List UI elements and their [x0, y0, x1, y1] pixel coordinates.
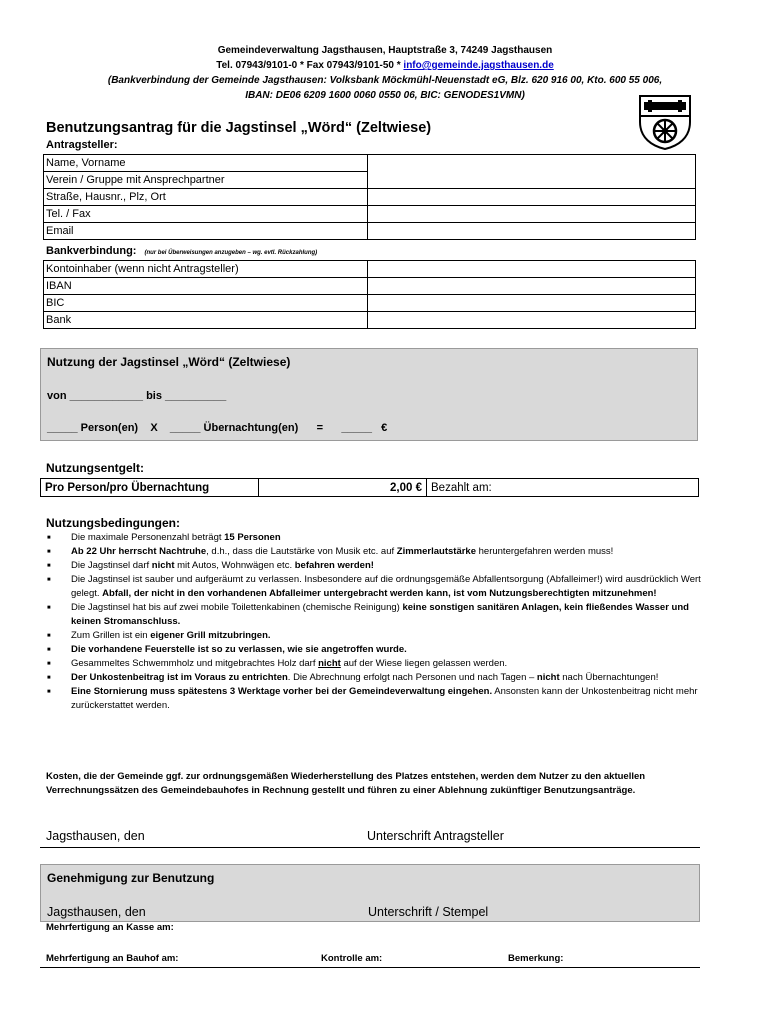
bank-note: (nur bei Überweisungen anzugeben – wg. evtl. Rückzahlung): [144, 250, 318, 256]
form-title: Benutzungsantrag für die Jagstinsel „Wörd“ (Zeltwiese): [46, 120, 432, 136]
applicant-row-name: [44, 155, 696, 172]
address-field[interactable]: [368, 189, 696, 206]
bank-row-holder: [44, 261, 696, 278]
bank-table: [43, 260, 696, 329]
fee-section-label: Nutzungsentgelt:: [46, 461, 144, 475]
bank-section-label: [46, 245, 317, 257]
signature-line: [40, 847, 700, 848]
condition-item: ■ Zum Grillen ist ein eigener Grill mitzubringen.: [46, 629, 706, 643]
group-label: Verein / Gruppe mit Ansprechpartner: [44, 172, 368, 189]
bic-field[interactable]: [368, 295, 696, 312]
header-email-link[interactable]: info@gemeinde.jagsthausen.de: [403, 60, 554, 71]
signature-place-date[interactable]: Jagsthausen, den: [46, 829, 145, 843]
condition-item: ■ Die Jagstinsel hat bis auf zwei mobile Toilettenkabinen (chemische Reinigung) keine sonstigen sanitären Anlagen, kein fließendes Wasser und keinen Stromanschluss.: [46, 601, 706, 629]
header-address: Gemeindeverwaltung Jagsthausen, Hauptstraße 3, 74249 Jagsthausen: [217, 45, 553, 56]
footer-line: [40, 967, 700, 968]
condition-item: ■ Der Unkostenbeitrag ist im Voraus zu entrichten. Die Abrechnung erfolgt nach Personen und nach Tagen – nicht nach Übernachtungen!: [46, 671, 706, 685]
bic-label: BIC: [44, 295, 368, 312]
header-phone-fax: Tel. 07943/9101-0 * Fax 07943/9101-50 *: [216, 60, 404, 71]
bank-row-bic: [44, 295, 696, 312]
name-label: Name, Vorname: [44, 155, 368, 172]
usage-date-range[interactable]: von ____________ bis __________: [47, 390, 227, 402]
check-date[interactable]: Kontrolle am:: [321, 953, 383, 964]
remark[interactable]: Bemerkung:: [508, 953, 564, 964]
conditions-list: [46, 531, 706, 713]
approval-signature-stamp[interactable]: Unterschrift / Stempel: [368, 905, 489, 919]
copy-to-depot[interactable]: Mehrfertigung an Bauhof am:: [46, 953, 179, 964]
applicant-section-label: Antragsteller:: [46, 139, 118, 151]
condition-item: ■ Eine Stornierung muss spätestens 3 Werktage vorher bei der Gemeindeverwaltung eingehen. Ansonsten kann der Unkostenbeitrag nicht mehr zurückerstattet werden.: [46, 685, 706, 713]
applicant-row-email: [44, 223, 696, 240]
condition-item: ■ Die Jagstinsel darf nicht mit Autos, Wohnwägen etc. befahren werden!: [46, 559, 706, 573]
municipal-crest-logo: [636, 92, 694, 150]
email-label: Email: [44, 223, 368, 240]
fee-row: [41, 479, 699, 497]
condition-item: ■ Gesammeltes Schwemmholz und mitgebrachtes Holz darf nicht auf der Wiese liegen gelassen werden.: [46, 657, 706, 671]
header-bank-line1: (Bankverbindung der Gemeinde Jagsthausen: Volksbank Möckmühl-Neuenstadt eG, Blz. 620 916 00, Kto. 600 55 006,: [107, 75, 663, 86]
copy-to-cashier[interactable]: Mehrfertigung an Kasse am:: [46, 922, 174, 933]
iban-label: IBAN: [44, 278, 368, 295]
phone-fax-field[interactable]: [368, 206, 696, 223]
bank-label: Bankverbindung:: [46, 245, 137, 257]
email-field[interactable]: [368, 223, 696, 240]
usage-title: Nutzung der Jagstinsel „Wörd“ (Zeltwiese): [47, 355, 291, 369]
applicant-row-phone: [44, 206, 696, 223]
fee-paid-field[interactable]: Bezahlt am:: [427, 479, 699, 497]
approval-box: [40, 864, 700, 922]
header-contact: [40, 59, 730, 72]
usage-calculation[interactable]: _____ Person(en) X _____ Übernachtung(en) = _____ €: [47, 422, 388, 434]
bank-row-bank: [44, 312, 696, 329]
fee-row-label: Pro Person/pro Übernachtung: [41, 479, 259, 497]
costs-paragraph: Kosten, die der Gemeinde ggf. zur ordnungsgemäßen Wiederherstellung des Platzes entstehen, werden dem Nutzer zu den aktuellen Verrechnungssätzen des Gemeindebauhofes in Rechnung gestellt und führen zu einer Ablehnung zukünftiger Benutzungsanträge.: [46, 771, 646, 796]
account-holder-label: Kontoinhaber (wenn nicht Antragsteller): [44, 261, 368, 278]
condition-item: ■ Die vorhandene Feuerstelle ist so zu verlassen, wie sie angetroffen wurde.: [46, 643, 706, 657]
name-field[interactable]: [368, 155, 696, 189]
signature-row: [46, 829, 700, 843]
conditions-title: Nutzungsbedingungen:: [46, 516, 180, 530]
condition-item: ■ Die maximale Personenzahl beträgt 15 Personen: [46, 531, 706, 545]
account-holder-field[interactable]: [368, 261, 696, 278]
header-bank-line2: IBAN: DE06 6209 1600 0060 0550 06, BIC: GENODES1VMN): [245, 90, 525, 101]
applicant-row-address: [44, 189, 696, 206]
condition-item: ■ Ab 22 Uhr herrscht Nachtruhe, d.h., dass die Lautstärke von Musik etc. auf Zimmerlautstärke heruntergefahren werden muss!: [46, 545, 706, 559]
fee-table: [40, 478, 699, 497]
approval-place-date[interactable]: Jagsthausen, den: [47, 905, 146, 919]
iban-field[interactable]: [368, 278, 696, 295]
bank-row-iban: [44, 278, 696, 295]
usage-box: [40, 348, 698, 441]
bank-name-field[interactable]: [368, 312, 696, 329]
bank-name-label: Bank: [44, 312, 368, 329]
address-label: Straße, Hausnr., Plz, Ort: [44, 189, 368, 206]
signature-applicant[interactable]: Unterschrift Antragsteller: [367, 829, 504, 843]
approval-title: Genehmigung zur Benutzung: [47, 871, 215, 885]
phone-fax-label: Tel. / Fax: [44, 206, 368, 223]
fee-amount: 2,00 €: [259, 479, 427, 497]
condition-item: ■ Die Jagstinsel ist sauber und aufgeräumt zu verlassen. Insbesondere auf die ordnungsgemäße Abfallentsorgung (Abfalleimer!) wird ausdrücklich Wert gelegt. Abfall, der nicht in den vorhandenen Abfalleimer untergebracht werden kann, ist vom Nutzungsberechtigten mitzunehmen!: [46, 573, 706, 601]
applicant-table: [43, 154, 696, 240]
